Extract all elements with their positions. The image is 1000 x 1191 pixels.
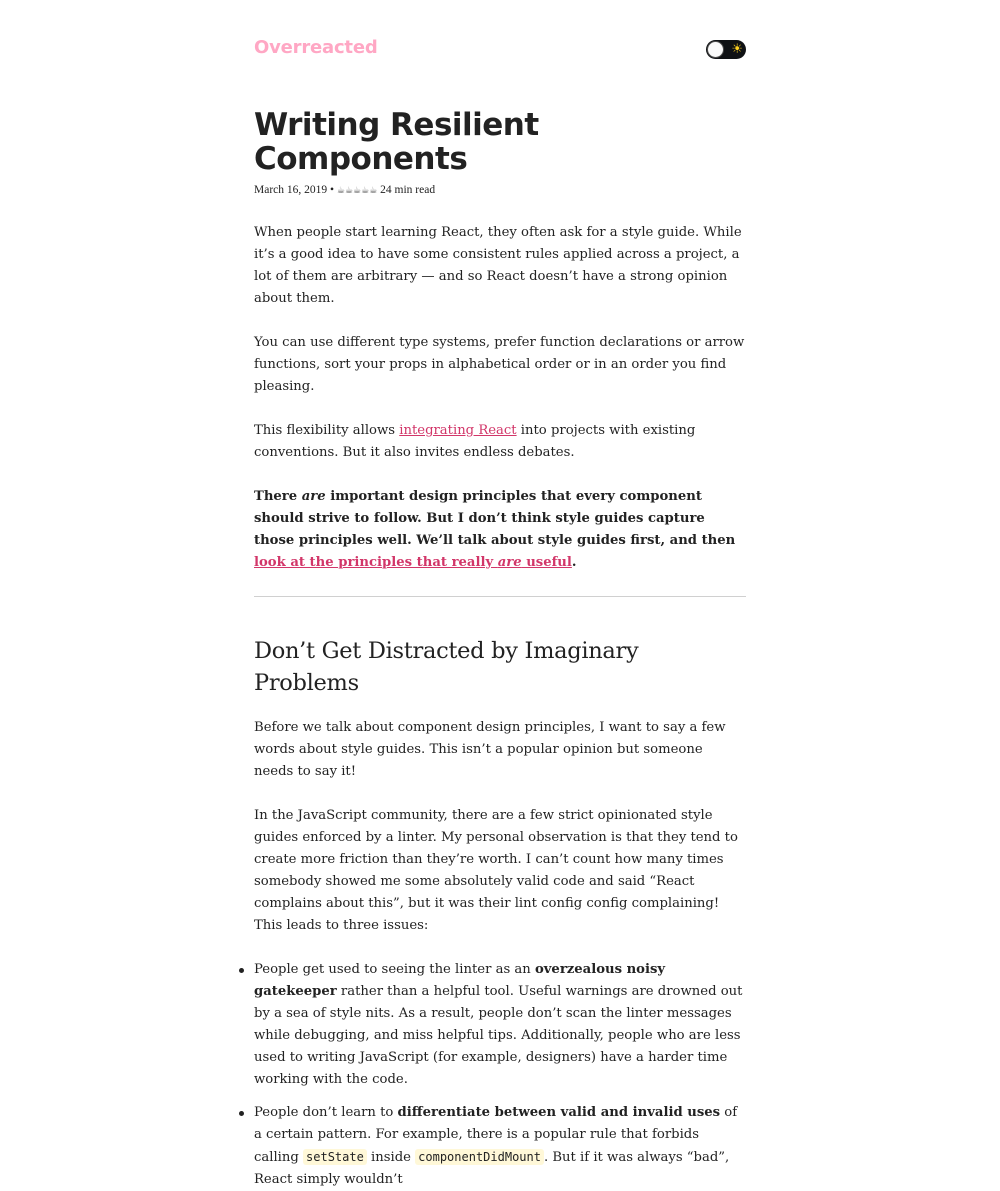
list-item (254, 959, 746, 1091)
theme-toggle[interactable] (706, 40, 746, 59)
section-heading: Don’t Get Distracted by Imaginary Problems (254, 638, 639, 696)
text-span: There (254, 489, 302, 504)
text-span: rather than a helpful tool. Useful warnings are drowned out by a sea of style nits. As a result, people don’t scan the linter messages while debugging, and miss helpful tips. Additionally, people who are less used to writing JavaScript (for example, designers) have a harder time working with the code. (254, 984, 743, 1087)
post-meta (254, 184, 746, 196)
coffee-cups-icon: ☕☕☕☕☕ (336, 186, 378, 196)
site-logo-link[interactable]: Overreacted (254, 37, 378, 58)
bold-text: overzealous noisy gatekeeper (254, 962, 666, 999)
blog-post (254, 108, 746, 1191)
text-span: People don’t learn to (254, 1105, 398, 1120)
text-span: . (571, 555, 577, 570)
link-text: useful (521, 555, 572, 570)
issues-list (254, 959, 746, 1191)
intro-paragraph-1: When people start learning React, they often ask for a style guide. While it’s a good idea to have some consistent rules applied across a project, a lot of them are arbitrary — and so React doesn’t have a strong opinion about them. (254, 225, 742, 306)
post-title: Writing Resilient Components (254, 107, 539, 177)
text-span: into projects with existing conventions. But it also invites endless debates. (254, 423, 696, 460)
text-span: . But if it was always “bad”, React simply wouldn’t (254, 1150, 730, 1187)
text-span: inside (366, 1150, 416, 1165)
link-text: look at the principles that really (254, 555, 498, 570)
list-item (254, 1102, 746, 1191)
intro-paragraph-2: You can use different type systems, prefer function declarations or arrow functions, sort your props in alphabetical order or in an order you find pleasing. (254, 335, 745, 394)
blog-container (254, 0, 746, 1191)
section-paragraph-1: Before we talk about component design principles, I want to say a few words about style guides. This isn’t a popular opinion but someone needs to say it! (254, 720, 726, 779)
emphasis-text: are (301, 489, 326, 504)
post-content (254, 222, 746, 1191)
read-time: 24 min read (377, 184, 436, 196)
text-span: important design principles that every component should strive to follow. But I don’t think style guides capture those principles well. We’ll talk about style guides first, and then (254, 489, 736, 548)
bold-text: differentiate between valid and invalid uses (397, 1105, 721, 1120)
principles-link[interactable] (254, 555, 572, 570)
text-span: People get used to seeing the linter as an (254, 962, 535, 977)
intro-paragraph-4 (254, 486, 746, 574)
section-paragraph-2: In the JavaScript community, there are a few strict opinionated style guides enforced by a linter. My personal observation is that they tend to create more friction than they’re worth. I can’t count how many times somebody showed me some absolutely valid code and said “React complains about this”, but it was their lint config config complaining! This leads to three issues: (254, 808, 738, 933)
sun-icon: ☀ (731, 42, 743, 57)
bold-text (254, 489, 735, 570)
meta-separator: • (327, 184, 337, 196)
code-componentdidmount: componentDidMount (415, 1149, 544, 1165)
text-span: This flexibility allows (254, 423, 400, 438)
toggle-thumb (707, 41, 724, 58)
post-date: March 16, 2019 (254, 184, 328, 196)
section-divider (254, 596, 746, 597)
link-emphasis: are (497, 555, 522, 570)
integrating-react-link[interactable]: integrating React (399, 423, 517, 438)
intro-paragraph-3 (254, 420, 746, 464)
site-header (254, 0, 746, 96)
text-span: of a certain pattern. For example, there is a popular rule that forbids calling (254, 1105, 738, 1165)
code-setstate: setState (303, 1149, 367, 1165)
